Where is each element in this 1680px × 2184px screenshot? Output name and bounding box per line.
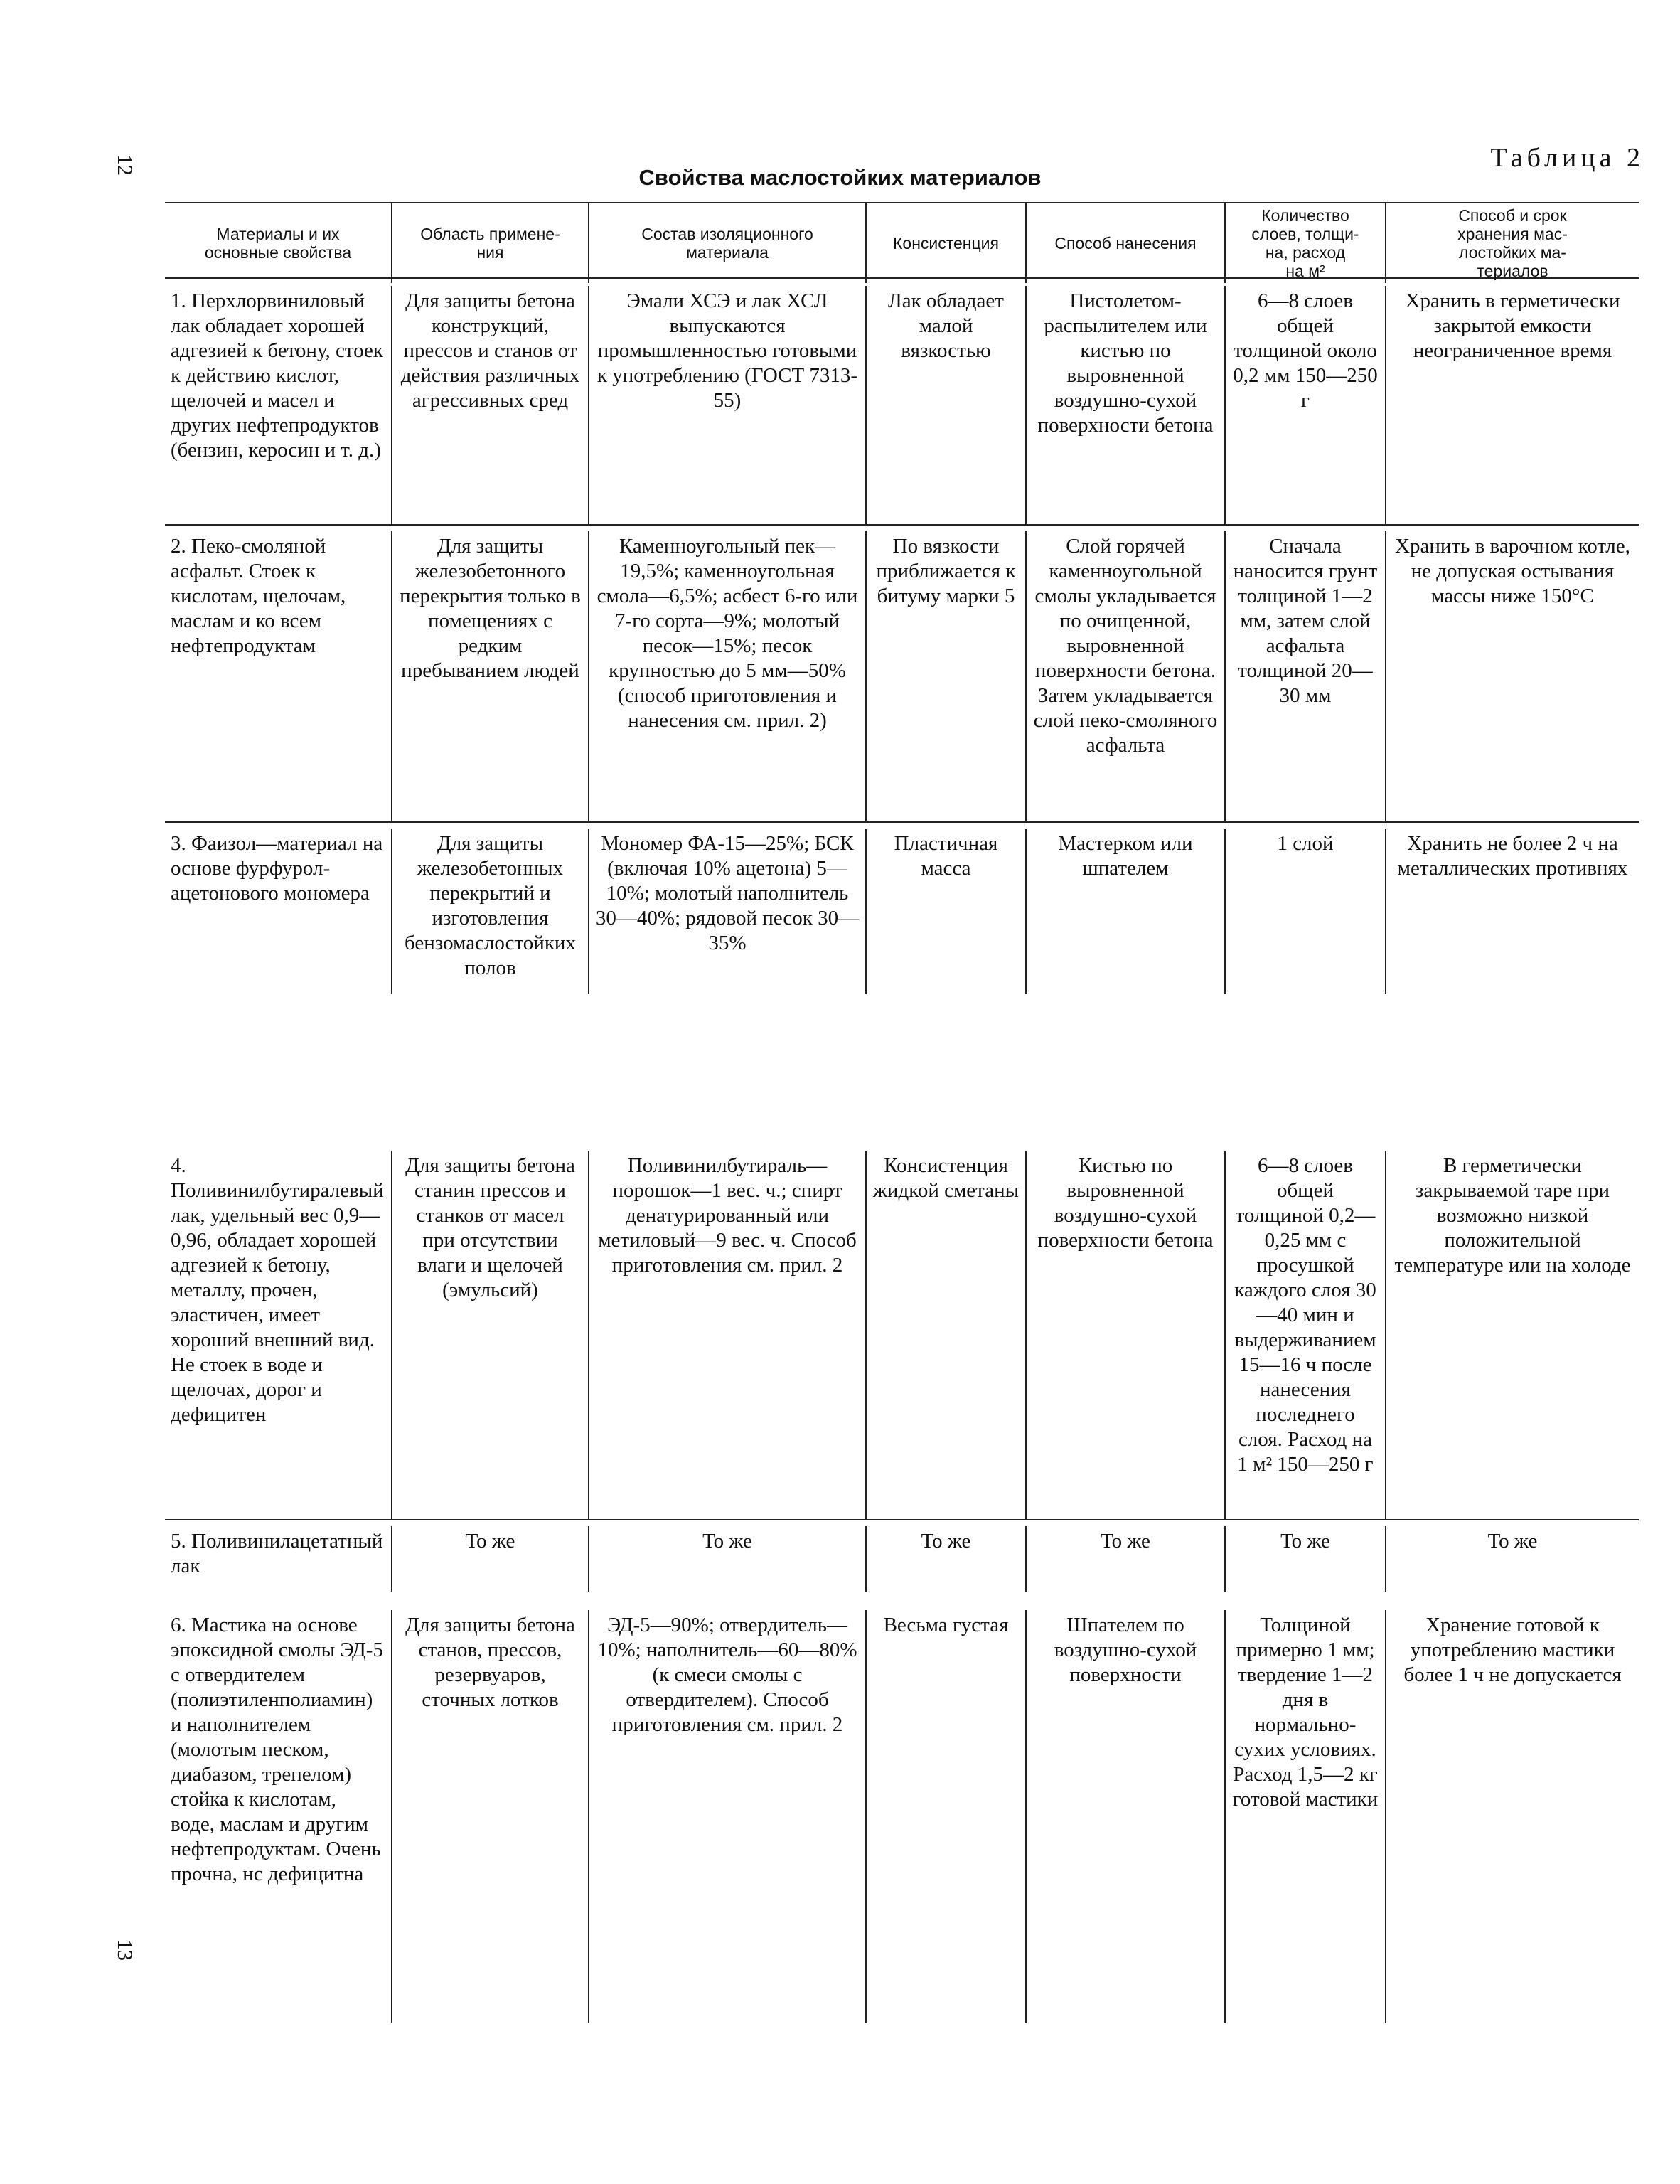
header-layers: Количество слоев, толщи- на, расход на м²	[1224, 203, 1385, 283]
page-number-top: 12	[113, 154, 137, 176]
table-row	[165, 823, 1639, 994]
cell-application: Для защиты железобетонных перекрытий и изготовления бензомаслостойких полов	[391, 829, 588, 994]
cell-consistency: Консистенция жидкой сметаны	[865, 1151, 1025, 1519]
table-title: Свойства маслостойких материалов	[638, 165, 1042, 190]
cell-composition: Каменноугольный пек—19,5%; каменноугольная смола—6,5%; асбест 6-го или 7-го сорта—9%; молотый песок—15%; песок крупностью до 5 мм—50% (способ приготовления и нанесения см. прил. 2)	[588, 531, 865, 821]
cell-method: Шпателем по воздушно-сухой поверхности	[1025, 1610, 1224, 2023]
cell-consistency: Лак обладает малой вязкостью	[865, 286, 1025, 524]
cell-storage: То же	[1385, 1526, 1639, 1592]
cell-composition: Поливинилбутираль—порошок—1 вес. ч.; спирт денатурированный или метиловый—9 вес. ч. Способ приготовления см. прил. 2	[588, 1151, 865, 1519]
table-row	[165, 1117, 1639, 1519]
cell-layers: Толщиной примерно 1 мм; твердение 1—2 дня в нормально-сухих условиях. Расход 1,5—2 кг готовой мастики	[1224, 1610, 1385, 2023]
table-row	[165, 1520, 1639, 1592]
cell-method: То же	[1025, 1526, 1224, 1592]
cell-layers: 1 слой	[1224, 829, 1385, 994]
header-consistency: Консистенция	[865, 203, 1025, 283]
cell-composition: ЭД-5—90%; отвердитель—10%; наполнитель—60—80% (к смеси смолы с отвердителем). Способ приготовления см. прил. 2	[588, 1610, 865, 2023]
cell-storage: Хранить в герметически закрытой емкости неограниченное время	[1385, 286, 1639, 524]
table-row	[165, 279, 1639, 524]
cell-consistency: То же	[865, 1526, 1025, 1592]
cell-method: Мастерком или шпателем	[1025, 829, 1224, 994]
cell-method: Слой горячей каменноугольной смолы укладывается по очищенной, выровненной поверхности бетона. Затем укладывается слой пеко-смоляного асфальта	[1025, 531, 1224, 821]
cell-material: 6. Мастика на основе эпоксидной смолы ЭД-5 с отвердителем (полиэтиленполиамин) и наполнителем (молотым песком, диабазом, трепелом) стойка к кислотам, воде, маслам и другим нефтепродуктам. Очень прочна, нс дефицитна	[171, 1614, 383, 1885]
cell-method: Пистолетом-распылителем или кистью по выровненной воздушно-сухой поверхности бетона	[1025, 286, 1224, 524]
table-label: Таблица 2	[1490, 143, 1644, 173]
header-storage: Способ и срок хранения мас- лостойких ма- териалов	[1385, 203, 1639, 283]
cell-storage: В герметически закрываемой таре при возможно низкой положительной температуре или на холоде	[1385, 1151, 1639, 1519]
header-materials: Материалы и их основные свойства	[204, 225, 352, 262]
cell-application: Для защиты железобетонного перекрытия только в помещениях с редким пребыванием людей	[391, 531, 588, 821]
cell-layers: 6—8 слоев общей толщиной около 0,2 мм 150—250 г	[1224, 286, 1385, 524]
cell-material: 5. Поливинилацетатный лак	[171, 1530, 383, 1577]
table-row	[165, 1592, 1639, 2023]
cell-layers: То же	[1224, 1526, 1385, 1592]
header-composition: Состав изоляционного материала	[588, 203, 865, 283]
table-row	[165, 526, 1639, 821]
cell-method: Кистью по выровненной воздушно-сухой поверхности бетона	[1025, 1151, 1224, 1519]
table-part-1	[165, 202, 1639, 994]
cell-composition: Эмали ХСЭ и лак ХСЛ выпускаются промышленностью готовыми к употреблению (ГОСТ 7313-55)	[588, 286, 865, 524]
cell-storage: Хранить в варочном котле, не допуская остывания массы ниже 150°С	[1385, 531, 1639, 821]
cell-material: 2. Пеко-смоляной асфальт. Стоек к кислотам, щелочам, маслам и ко всем нефтепродуктам	[171, 535, 346, 657]
header-application: Область примене- ния	[391, 203, 588, 283]
cell-composition: Мономер ФА-15—25%; БСК (включая 10% ацетона) 5—10%; молотый наполнитель 30—40%; рядовой песок 30—35%	[588, 829, 865, 994]
cell-consistency: По вязкости приближается к битуму марки 5	[865, 531, 1025, 821]
cell-application: Для защиты бетона станов, прессов, резервуаров, сточных лотков	[391, 1610, 588, 2023]
header-method: Способ нанесения	[1025, 203, 1224, 283]
cell-layers: Сначала наносится грунт толщиной 1—2 мм, затем слой асфальта толщиной 20—30 мм	[1224, 531, 1385, 821]
cell-application: Для защиты бетона станин прессов и станков от масел при отсутствии влаги и щелочей (эмульсий)	[391, 1151, 588, 1519]
cell-material: 4. Поливинилбутиралевый лак, удельный вес 0,9—0,96, обладает хорошей адгезией к бетону, металлу, прочен, эластичен, имеет хороший внешний вид. Не стоек в воде и щелочах, дорог и дефицитен	[171, 1154, 384, 1426]
cell-material: 3. Фаизол—материал на основе фурфурол-ацетонового мономера	[171, 832, 383, 905]
cell-storage: Хранение готовой к употреблению мастики более 1 ч не допускается	[1385, 1610, 1639, 2023]
cell-layers: 6—8 слоев общей толщиной 0,2—0,25 мм с просушкой каждого слоя 30—40 мин и выдерживанием 15—16 ч после нанесения последнего слоя. Расход на 1 м² 150—250 г	[1224, 1151, 1385, 1519]
table-part-2	[165, 1117, 1639, 2023]
cell-application: Для защиты бетона конструкций, прессов и станов от действия различных агрессивных сред	[391, 286, 588, 524]
cell-consistency: Весьма густая	[865, 1610, 1025, 2023]
page-number-bottom: 13	[113, 1939, 137, 1961]
cell-material: 1. Перхлорвиниловый лак обладает хорошей адгезией к бетону, стоек к действию кислот, щелочей и масел и других нефтепродуктов (бензин, керосин и т. д.)	[171, 289, 383, 462]
cell-application: То же	[391, 1526, 588, 1592]
cell-consistency: Пластичная масса	[865, 829, 1025, 994]
cell-storage: Хранить не более 2 ч на металлических противнях	[1385, 829, 1639, 994]
table-header-row	[165, 203, 1639, 280]
cell-composition: То же	[588, 1526, 865, 1592]
